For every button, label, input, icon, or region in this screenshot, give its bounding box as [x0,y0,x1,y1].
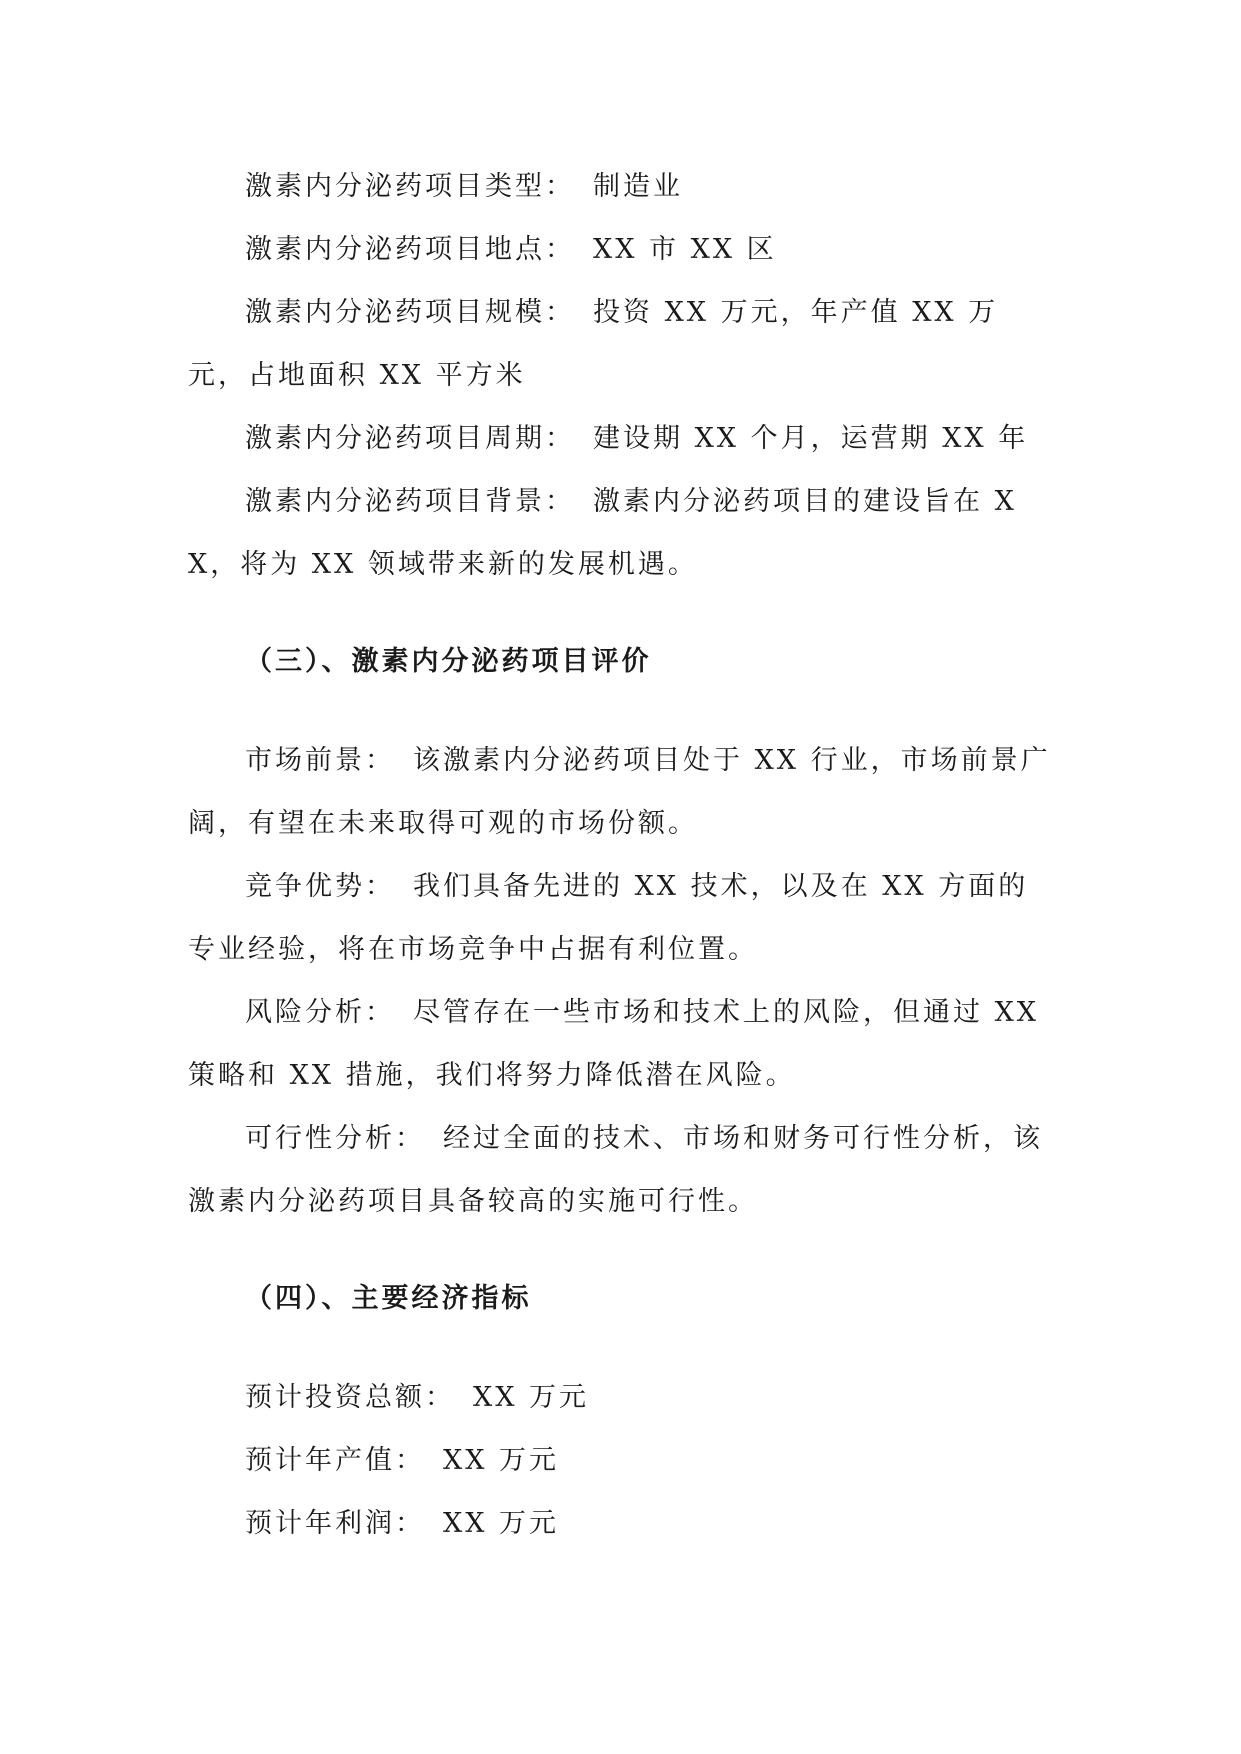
project-type-value: 制造业 [593,171,683,202]
annual-profit-label: 预计年利润： [245,1508,425,1539]
project-period-label: 激素内分泌药项目周期： [245,423,575,454]
project-background-label: 激素内分泌药项目背景： [245,486,575,517]
spacer [188,693,1058,729]
project-background-paragraph [188,470,1058,596]
annual-profit-paragraph [188,1492,1058,1555]
total-investment-paragraph [188,1366,1058,1429]
project-location-label: 激素内分泌药项目地点： [245,234,575,265]
section3-heading: （三）、激素内分泌药项目评价 [245,646,652,677]
risk-analysis-label: 风险分析： [245,997,395,1028]
project-period-value: 建设期 XX 个月，运营期 XX 年 [593,423,1029,454]
feasibility-analysis-value: 经过全面的技术、市场和财务可行性分析，该激素内分泌药项目具备较高的实施可行性。 [188,1123,1043,1217]
annual-output-value: XX 万元 [443,1445,560,1476]
annual-output-label: 预计年产值： [245,1445,425,1476]
feasibility-analysis-label: 可行性分析： [245,1123,425,1154]
project-period-paragraph [188,407,1058,470]
spacer [188,1330,1058,1366]
risk-analysis-paragraph [188,981,1058,1107]
project-scale-value: 投资 XX 万元，年产值 XX 万元，占地面积 XX 平方米 [188,297,999,391]
risk-analysis-value: 尽管存在一些市场和技术上的风险，但通过 XX 策略和 XX 措施，我们将努力降低潜在风险。 [188,997,1040,1091]
project-location-value: XX 市 XX 区 [593,234,777,265]
competitive-advantage-value: 我们具备先进的 XX 技术，以及在 XX 方面的专业经验，将在市场竞争中占据有利位置。 [188,871,1029,965]
total-investment-label: 预计投资总额： [245,1382,455,1413]
project-background-value: 激素内分泌药项目的建设旨在 XX，将为 XX 领域带来新的发展机遇。 [188,486,1017,580]
market-outlook-label: 市场前景： [245,745,395,776]
spacer [188,1233,1058,1267]
competitive-advantage-paragraph [188,855,1058,981]
market-outlook-paragraph [188,729,1058,855]
project-type-paragraph [188,155,1058,218]
annual-profit-value: XX 万元 [443,1508,560,1539]
total-investment-value: XX 万元 [473,1382,590,1413]
project-scale-label: 激素内分泌药项目规模： [245,297,575,328]
document-body [188,155,1058,1555]
section4-heading: （四）、主要经济指标 [245,1283,532,1314]
feasibility-analysis-paragraph [188,1107,1058,1233]
annual-output-paragraph [188,1429,1058,1492]
spacer [188,596,1058,630]
project-scale-paragraph [188,281,1058,407]
competitive-advantage-label: 竞争优势： [245,871,395,902]
project-type-label: 激素内分泌药项目类型： [245,171,575,202]
project-location-paragraph [188,218,1058,281]
market-outlook-value: 该激素内分泌药项目处于 XX 行业，市场前景广阔，有望在未来取得可观的市场份额。 [188,745,1051,839]
